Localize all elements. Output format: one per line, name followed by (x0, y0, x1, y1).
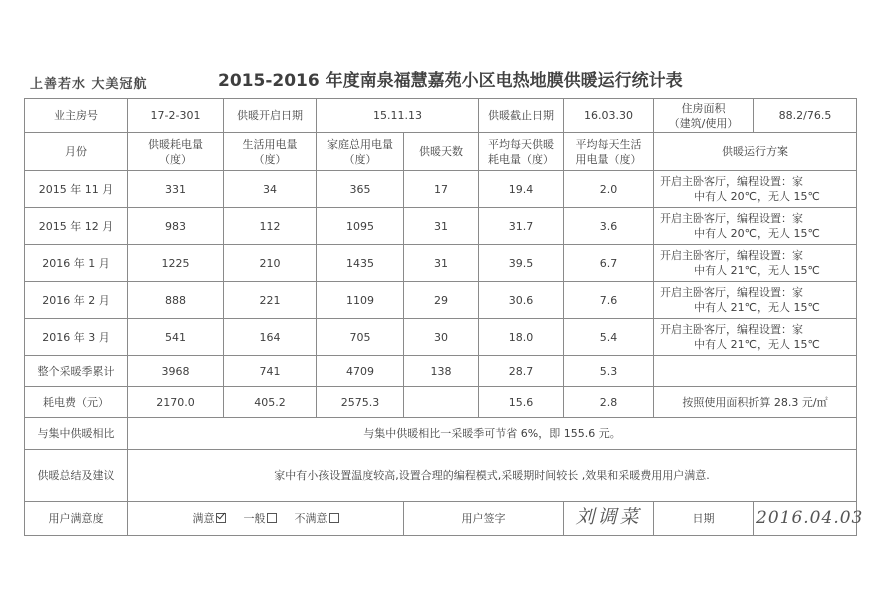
plan-cell (654, 282, 857, 319)
avg-heating-cell: 30.6 (479, 282, 564, 319)
owner-label: 业主房号 (25, 99, 128, 133)
option-unsatisfied-label: 不满意 (294, 512, 328, 525)
plan-line2: 中有人 20℃，无人 15℃ (694, 190, 820, 203)
cost-label: 耗电费（元） (25, 387, 128, 418)
col-avg-living-line1: 平均每天生活 (575, 137, 642, 151)
avg-heating-cell: 19.4 (479, 171, 564, 208)
table-row (25, 282, 857, 319)
plan-cell (654, 319, 857, 356)
total-cell: 365 (317, 171, 404, 208)
area-label (654, 99, 754, 133)
total-cell: 1095 (317, 208, 404, 245)
avg-living-cell: 7.6 (564, 282, 654, 319)
col-living (224, 133, 317, 171)
avg-living-cell: 3.6 (564, 208, 654, 245)
living-cell: 34 (224, 171, 317, 208)
cost-row (25, 387, 857, 418)
living-cell: 405.2 (224, 387, 317, 418)
summary-row (25, 450, 857, 502)
avg-living-cell: 6.7 (564, 245, 654, 282)
days-cell: 17 (404, 171, 479, 208)
col-total (317, 133, 404, 171)
handwritten-signature: 刘调菜 (575, 506, 642, 528)
avg-heating-cell: 31.7 (479, 208, 564, 245)
plan-line1: 开启主卧客厅，编程设置：家 (660, 175, 804, 188)
avg-heating-cell: 18.0 (479, 319, 564, 356)
col-avg-heating-line2: 耗电量（度） (488, 152, 555, 166)
option-satisfied-label: 满意 (192, 512, 215, 525)
statistics-table (24, 98, 864, 536)
col-heating-line1: 供暖耗电量 (148, 137, 203, 151)
form-title: 2015-2016 年度南泉福慧嘉苑小区电热地膜供暖运行统计表 (218, 71, 683, 91)
heating-cell: 2170.0 (128, 387, 224, 418)
col-living-line1: 生活用电量 (242, 137, 298, 151)
living-cell: 112 (224, 208, 317, 245)
handwritten-date: 2016.04.03 (756, 507, 864, 528)
area-label-line2: （建筑/使用） (668, 116, 739, 130)
satisfaction-row (25, 502, 857, 536)
info-row (25, 99, 857, 133)
plan-cell (654, 208, 857, 245)
date-cell (754, 502, 864, 536)
table-row (25, 208, 857, 245)
area-label-line1: 住房面积 (681, 101, 726, 115)
plan-line2: 中有人 21℃，无人 15℃ (694, 338, 820, 351)
heating-cell: 983 (128, 208, 224, 245)
living-cell: 164 (224, 319, 317, 356)
total-cell: 705 (317, 319, 404, 356)
days-cell: 138 (404, 356, 479, 387)
plan-line1: 开启主卧客厅，编程设置：家 (660, 323, 804, 336)
plan-line2: 中有人 21℃，无人 15℃ (694, 264, 820, 277)
avg-living-cell: 5.4 (564, 319, 654, 356)
avg-heating-cell: 15.6 (479, 387, 564, 418)
days-cell: 29 (404, 282, 479, 319)
month-cell: 2015 年 12 月 (25, 208, 128, 245)
avg-heating-cell: 39.5 (479, 245, 564, 282)
table-row (25, 171, 857, 208)
option-unsatisfied[interactable] (295, 511, 339, 526)
heating-cell: 888 (128, 282, 224, 319)
compare-label: 与集中供暖相比 (25, 418, 128, 450)
heating-cell: 3968 (128, 356, 224, 387)
total-cell: 2575.3 (317, 387, 404, 418)
col-total-line1: 家庭总用电量 (327, 137, 393, 151)
col-heating-line2: （度） (159, 152, 192, 166)
col-heating (128, 133, 224, 171)
col-total-line2: （度） (343, 152, 377, 166)
plan-cell (654, 356, 857, 387)
heating-cell: 331 (128, 171, 224, 208)
month-cell: 2016 年 1 月 (25, 245, 128, 282)
total-cell: 4709 (317, 356, 404, 387)
col-plan: 供暖运行方案 (654, 133, 857, 171)
area-value: 88.2/76.5 (754, 99, 857, 133)
col-avg-living (564, 133, 654, 171)
avg-heating-cell: 28.7 (479, 356, 564, 387)
start-date-value: 15.11.13 (317, 99, 479, 133)
table-row (25, 319, 857, 356)
col-days: 供暖天数 (404, 133, 479, 171)
plan-line1: 开启主卧客厅，编程设置：家 (660, 249, 804, 262)
option-average-label: 一般 (243, 512, 266, 525)
sign-label: 用户签字 (404, 502, 564, 536)
heating-cell: 1225 (128, 245, 224, 282)
plan-cell (654, 245, 857, 282)
cost-plan-cell: 按照使用面积折算 28.3 元/㎡ (654, 387, 857, 418)
option-satisfied[interactable] (193, 511, 226, 526)
days-cell: 30 (404, 319, 479, 356)
plan-line2: 中有人 20℃，无人 15℃ (694, 227, 820, 240)
date-label: 日期 (654, 502, 754, 536)
column-header-row (25, 133, 857, 171)
checkbox-checked-icon[interactable] (216, 513, 226, 523)
start-date-label: 供暖开启日期 (224, 99, 317, 133)
cumulative-row (25, 356, 857, 387)
checkbox-icon[interactable] (329, 513, 339, 523)
avg-living-cell: 2.0 (564, 171, 654, 208)
total-cell: 1109 (317, 282, 404, 319)
option-average[interactable] (244, 511, 277, 526)
avg-living-cell: 2.8 (564, 387, 654, 418)
plan-cell (654, 171, 857, 208)
satisfaction-label: 用户满意度 (25, 502, 128, 536)
month-cell: 2016 年 3 月 (25, 319, 128, 356)
total-cell: 1435 (317, 245, 404, 282)
end-date-value: 16.03.30 (564, 99, 654, 133)
plan-line2: 中有人 21℃，无人 15℃ (694, 301, 820, 314)
checkbox-icon[interactable] (267, 513, 277, 523)
compare-text: 与集中供暖相比一采暖季可节省 6%，即 155.6 元。 (128, 418, 857, 450)
plan-line1: 开启主卧客厅，编程设置：家 (660, 286, 804, 299)
col-avg-heating-line1: 平均每天供暖 (488, 137, 555, 151)
cumulative-label: 整个采暖季累计 (25, 356, 128, 387)
days-cell: 31 (404, 245, 479, 282)
col-avg-living-line2: 用电量（度） (575, 152, 642, 166)
col-living-line2: （度） (253, 152, 287, 166)
avg-living-cell: 5.3 (564, 356, 654, 387)
col-month: 月份 (25, 133, 128, 171)
end-date-label: 供暖截止日期 (479, 99, 564, 133)
living-cell: 210 (224, 245, 317, 282)
living-cell: 741 (224, 356, 317, 387)
compare-row (25, 418, 857, 450)
days-cell (404, 387, 479, 418)
days-cell: 31 (404, 208, 479, 245)
statistics-form (24, 98, 864, 530)
slogan: 上善若水 大美冠航 (30, 77, 148, 92)
summary-label: 供暖总结及建议 (25, 450, 128, 502)
heating-cell: 541 (128, 319, 224, 356)
table-row (25, 245, 857, 282)
month-cell: 2016 年 2 月 (25, 282, 128, 319)
owner-value: 17-2-301 (128, 99, 224, 133)
satisfaction-options (128, 502, 404, 536)
summary-text: 家中有小孩设置温度较高,设置合理的编程模式,采暖期时间较长 ,效果和采暖费用用户满意. (128, 450, 857, 502)
signature-cell (564, 502, 654, 536)
col-avg-heating (479, 133, 564, 171)
month-cell: 2015 年 11 月 (25, 171, 128, 208)
plan-line1: 开启主卧客厅，编程设置：家 (660, 212, 804, 225)
living-cell: 221 (224, 282, 317, 319)
